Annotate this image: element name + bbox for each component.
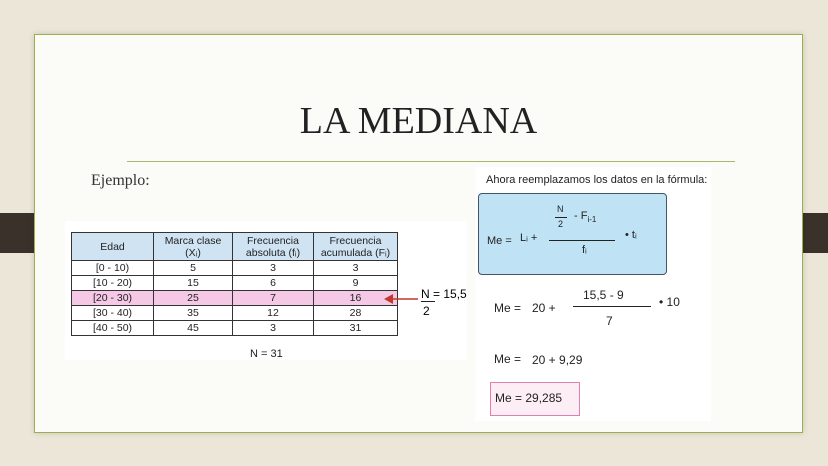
cell-edad: [10 - 20) (72, 276, 154, 291)
formula-fi: fᵢ (582, 244, 587, 256)
calc-step2-me: Me = (494, 352, 522, 366)
cell-edad: [0 - 10) (72, 261, 154, 276)
calc-step1-base: 20 + (532, 301, 556, 315)
formula-two: 2 (558, 219, 564, 229)
table-row (72, 276, 398, 291)
header-edad: Edad (72, 233, 154, 261)
formula-intro: Ahora reemplazamos los datos en la fórmula: (486, 174, 708, 186)
formula-ti: • tᵢ (625, 229, 637, 241)
table-row (72, 261, 398, 276)
cell-marca: 45 (154, 321, 233, 336)
example-label: Ejemplo: (91, 172, 150, 189)
calc-step1-den: 7 (606, 314, 613, 328)
header-frecuencia-absoluta: Frecuencia absoluta (fᵢ) (233, 233, 314, 261)
table-row-highlighted (72, 291, 398, 306)
cell-fi: 7 (233, 291, 314, 306)
calc-step1-num: 15,5 - 9 (583, 288, 624, 302)
frequency-table (71, 232, 398, 336)
cell-edad: [30 - 40) (72, 306, 154, 321)
calc-step2-expr: 20 + 9,29 (532, 353, 583, 367)
header-frecuencia-acumulada: Frecuencia acumulada (Fᵢ) (314, 233, 398, 261)
cell-edad: [20 - 30) (72, 291, 154, 306)
slide-title: LA MEDIANA (299, 100, 538, 142)
table-row (72, 321, 398, 336)
formula-main-bar (549, 240, 615, 241)
title-divider (127, 161, 735, 162)
cell-marca: 35 (154, 306, 233, 321)
cell-fi: 12 (233, 306, 314, 321)
table-header-row (72, 233, 398, 261)
cell-Fi: 28 (314, 306, 398, 321)
cell-marca: 25 (154, 291, 233, 306)
table-row (72, 306, 398, 321)
half-n-denominator: 2 (423, 304, 430, 318)
header-marca-clase: Marca clase (Xᵢ) (154, 233, 233, 261)
cell-marca: 15 (154, 276, 233, 291)
formula-minus-f: - $F_{i-1}$ (574, 210, 597, 225)
arrow-left-icon (383, 292, 419, 306)
formula-li: Lᵢ + (520, 232, 538, 244)
formula-n: N (557, 204, 564, 214)
half-n-label: N = 15,5 (421, 287, 467, 301)
cell-Fi: 16 (314, 291, 398, 306)
calc-step1-me: Me = (494, 301, 522, 315)
half-n-fraction-bar (421, 301, 435, 302)
calc-step1-bar (573, 306, 651, 307)
cell-Fi: 3 (314, 261, 398, 276)
cell-edad: [40 - 50) (72, 321, 154, 336)
cell-Fi: 9 (314, 276, 398, 291)
calc-step1-tail: • 10 (659, 295, 680, 309)
cell-marca: 5 (154, 261, 233, 276)
cell-fi: 6 (233, 276, 314, 291)
median-formula-box (478, 193, 667, 275)
cell-fi: 3 (233, 261, 314, 276)
result-text: Me = 29,285 (495, 391, 563, 405)
formula-n-bar (555, 217, 567, 218)
cell-fi: 3 (233, 321, 314, 336)
slide (34, 34, 803, 433)
formula-me: Me = (487, 235, 512, 247)
total-n: N = 31 (250, 348, 283, 360)
cell-Fi: 31 (314, 321, 398, 336)
